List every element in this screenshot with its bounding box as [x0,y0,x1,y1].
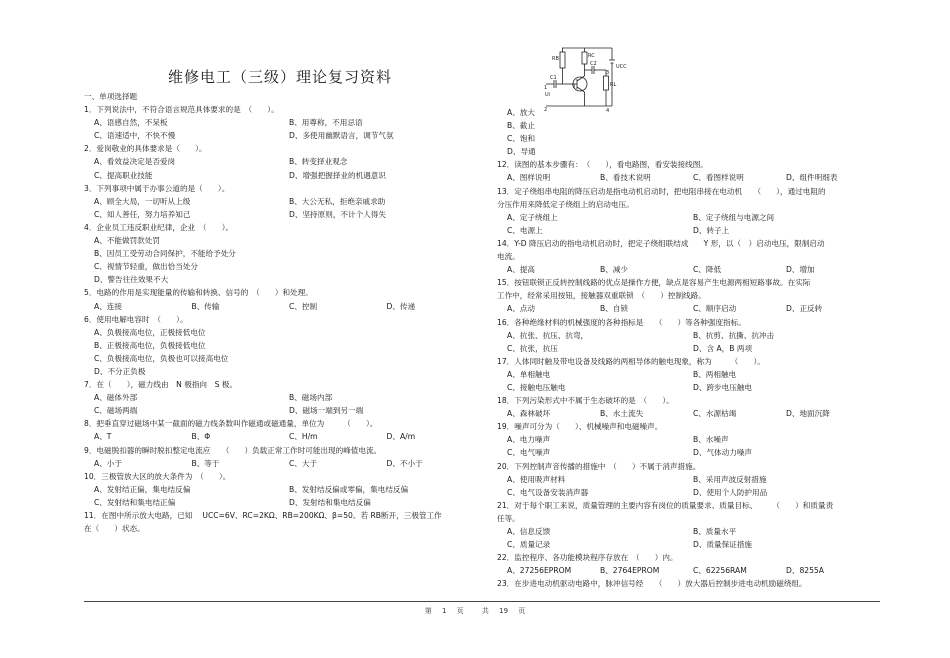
label-rc: RC [588,53,595,59]
answer-option: B、定子绕组与电源之间 [693,212,775,222]
amplifier-circuit-diagram [536,44,628,114]
answer-option: D、发射结和集电结反偏 [289,497,371,507]
answer-options-row [84,457,484,470]
label-c2: C2 [590,61,597,67]
answer-options-row [84,129,484,142]
question-text: 5．电路的作用是实现能量的传输和转换、信号的 （ ）和处理。 [84,288,313,298]
answer-option: B、转变择业观念 [289,157,348,167]
answer-option: D、使用个人防护用品 [693,487,768,497]
answer-option: D、质量保证措施 [693,540,753,550]
label-node-1: 1 [544,85,548,91]
answer-option: B、发射结反偏或零偏，集电结反偏 [289,484,409,494]
answer-option: C、抗张，抗压 [507,343,558,353]
label-ui: Ui [545,92,551,98]
answer-option: A、定子绕组上 [507,212,558,222]
resistor-rb [560,52,565,68]
answer-option: A、语感自然，不呆板 [94,118,168,128]
answer-options-row [497,525,879,538]
answer-option: D、警告往往效果不大 [94,275,169,285]
answer-option: C、H/m [289,432,318,442]
question-text: 4．企业员工违反职业纪律，企业 （ ）。 [84,222,234,232]
question-text: 16．各种绝缘材料的机械强度的各种指标是 （ ）等各种强度指标。 [497,317,746,327]
answer-option: C、电源上 [507,225,543,235]
answer-option: D、坚持原则，不计个人得失 [289,209,386,219]
question-text: 23．在步进电动机驱动电路中，脉冲信号经 （ ）放大器后控制步进电动机励磁绕组。 [497,579,807,589]
question-text: 1．下列说法中，不符合语言规范具体要求的是 （ ）。 [84,105,279,115]
answer-option: C、质量记录 [507,540,551,550]
answer-option: B、因员工受劳动合同保护，不能给予处分 [94,249,236,259]
answer-option: B、等于 [191,458,220,468]
answer-option: C、饱和 [507,134,536,144]
question-text: 电流。 [497,252,520,262]
answer-option: A、森林破坏 [507,409,551,419]
answer-option: D、A/m [386,432,416,442]
answer-option: A、电力噪声 [507,435,551,445]
answer-option: A、使用吸声材料 [507,474,566,484]
answer-option: C、视情节轻重，做出恰当处分 [94,262,199,272]
answer-option: B、减少 [600,265,628,275]
answer-option: A、点动 [507,304,535,314]
answer-options-row [84,483,484,496]
answer-option: A、不能做罚款处罚 [94,236,160,246]
answer-options-row [497,211,879,224]
label-node-4: 4 [606,108,610,114]
answer-option: B、采用声波反射措施 [693,474,767,484]
answer-options-row [84,404,484,417]
question-text: 10．三极管放大区的放大条件为 （ ）。 [84,471,231,481]
question-text: 11．在图中所示放大电路，已知 UCC=6V、RC=2KΩ、RB=200KΩ、β=50。若 RB断开，三极管工作 [84,511,442,520]
answer-option: D、正反转 [786,304,823,314]
answer-options-row [84,208,484,221]
answer-option: B、两相触电 [693,369,737,379]
left-column [84,90,484,535]
answer-options-row [84,155,484,168]
question-text: 18．下列污染形式中不属于生态破坏的是 （ ）。 [497,396,674,406]
answer-option: D、传递 [386,301,416,311]
answer-option: B、Φ [191,432,211,442]
answer-options-row [497,473,879,486]
answer-options-row [497,407,879,420]
answer-options-row [84,300,484,313]
answer-option: A、发射结正偏，集电结反偏 [94,484,191,494]
answer-options-row [84,116,484,129]
answer-option: B、抗剪、抗撕、抗冲击 [693,330,775,340]
answer-option: B、截止 [507,121,535,131]
answer-option: C、降低 [693,265,722,275]
answer-option: B、自锁 [600,304,628,314]
answer-options-row [497,263,879,276]
answer-options-row [497,446,879,459]
label-node-3: 3 [606,70,610,76]
question-text: 15．按钮联锁正反转控制线路的优点是操作方便，缺点是容易产生电源两相短路事故。在实际 [497,278,811,288]
label-v: V [572,84,576,90]
question-text: 7．在（ ），磁力线由 N 极指向 S 极。 [84,380,238,390]
answer-option: A、图样说明 [507,173,551,183]
answer-options-row [497,538,879,551]
answer-option: C、接触电压触电 [507,382,566,392]
answer-option: D、含 A，B 两项 [693,343,753,353]
answer-option: A、抗张、抗压、抗弯， [507,330,589,340]
question-text: 在（ ）状态。 [84,524,145,534]
total-pages: 共 19 页 [481,607,526,615]
question-text: 2．爱岗敬业的具体要求是（ ）。 [84,144,207,154]
page-footer [0,606,950,616]
answer-option: D、增强把握择业的机遇意识 [289,170,386,180]
label-c1: C1 [550,75,557,81]
question-text: 19．噪声可分为（ ）、机械噪声和电磁噪声。 [497,422,663,432]
answer-option: D、地面沉降 [786,409,830,419]
answer-option: B、大公无私，拒绝亲戚求助 [289,196,386,206]
answer-option: B、传输 [191,301,220,311]
question-text: 17．人体同时触及带电设备及线路的两相导体的触电现象，称为 （ ）。 [497,356,765,366]
answer-option: B、水土流失 [600,409,644,419]
question-text: 3．下列事项中属于办事公道的是（ ）。 [84,183,230,193]
answer-option: C、负极接高电位，负极也可以接高电位 [94,353,229,363]
answer-option: C、磁场两端 [94,406,138,416]
answer-options-row [84,195,484,208]
label-rl: RL [610,82,617,88]
answer-option: C、电气噪声 [507,448,551,458]
question-text: 22．监控程序、各功能模块程序存放在 （ ）内。 [497,553,678,563]
answer-option: C、语速适中，不快不慢 [94,131,176,141]
answer-option: C、水源枯竭 [693,409,737,419]
question-text: 分压作用来降低定子绕组上的启动电压。 [497,199,634,209]
answer-option: A、27256EPROM [507,566,572,576]
answer-option: D、增加 [786,265,815,275]
question-text: 12．读图的基本步骤有： （ ），看电路图，看安装接线图。 [497,160,708,170]
answer-option: A、顾全大局，一切听从上级 [94,196,191,206]
answer-option: D、8255A [786,566,824,576]
answer-option: D、转子上 [693,225,730,235]
answer-option: A、负极接高电位，正极接低电位 [94,327,206,337]
question-text: 9．电磁脱扣器的瞬时脱扣整定电流应 （ ）负载正常工作时可能出现的峰值电流。 [84,445,382,455]
answer-option: D、导通 [507,147,536,157]
answer-option: D、气体动力噪声 [693,448,753,458]
answer-option: C、62256RAM [693,566,747,576]
answer-options-row [497,486,879,499]
footer-divider [84,601,880,602]
answer-option: C、大于 [289,458,318,468]
resistor-rc [582,52,587,64]
answer-option: A、单相触电 [507,369,551,379]
answer-options-row [497,302,879,315]
label-node-2: 2 [544,107,548,113]
answer-option: B、2764EPROM [600,566,660,576]
page-label: 第 1 页 [424,607,464,615]
answer-options-row [497,381,879,394]
answer-option: B、水噪声 [693,435,729,445]
answer-option: B、正极接高电位，负极接低电位 [94,340,206,350]
label-rb: RB [552,56,559,62]
answer-option: A、磁体外部 [94,393,138,403]
answer-option: D、不分正负极 [94,366,146,376]
answer-option: D、不小于 [386,458,423,468]
question-text: 20．下列控制声音传播的措施中 （ ）不属于消声措施。 [497,461,701,471]
question-text: 8．把垂直穿过磁场中某一截面的磁力线条数叫作磁通或磁通量，单位为 （ ）。 [84,419,378,429]
document-title: 维修电工（三级）理论复习资料 [168,68,393,86]
answer-option: D、跨步电压触电 [693,382,753,392]
answer-options-row [497,329,879,342]
answer-option: B、质量水平 [693,527,737,536]
answer-option: C、顺序启动 [693,304,737,314]
answer-options-row [84,496,484,509]
answer-options-row [497,171,879,184]
section-heading: 一、单项选择题 [84,92,138,101]
answer-option: C、电气设备安装消声器 [507,487,589,497]
answer-option: C、提高职业技能 [94,170,153,180]
answer-option: C、控制 [289,301,318,311]
answer-option: D、多使用幽默语言，调节气氛 [289,131,394,141]
answer-option: D、组件明细表 [786,173,838,183]
answer-options-row [84,391,484,404]
answer-option: A、T [94,432,112,442]
answer-options-row [497,342,879,355]
answer-option: A、信息反馈 [507,527,551,536]
answer-option: B、用尊称，不用忌语 [289,118,363,128]
answer-options-row [497,564,879,577]
answer-option: B、磁场内部 [289,393,333,403]
question-text: 14．Y-D 降压启动的指电动机启动时，把定子绕组联结成 Y 形，以（ ）启动电压，限制启动 [497,238,825,248]
answer-options-row [84,430,484,443]
label-ucc: UCC [616,64,627,70]
question-text: 6．使用电解电容时 （ ）。 [84,314,188,324]
answer-option: C、发射结和集电结正偏 [94,497,176,507]
answer-options-row [497,433,879,446]
right-column [497,106,879,590]
answer-option: C、看图样说明 [693,173,744,183]
answer-option: D、磁场一端到另一端 [289,406,364,416]
answer-option: A、连接 [94,301,122,311]
answer-option: A、提高 [507,265,535,275]
question-text: 任等。 [497,513,520,523]
resistor-rl [604,76,609,90]
answer-options-row [497,368,879,381]
answer-option: A、小于 [94,458,122,468]
answer-options-row [84,169,484,182]
answer-options-row [497,224,879,237]
question-text: 21．对于每个职工来说，质量管理的主要内容有岗位的质量要求、质量目标、 （ ）和质量责 [497,500,834,510]
answer-option: C、知人善任，努力培养知己 [94,209,191,219]
question-text: 13．定子绕组串电阻的降压启动是指电动机启动时，把电阻串接在电动机 （ ），通过电阻的 [497,186,826,196]
answer-option: B、看技术说明 [600,173,651,183]
question-text: 工作中，经常采用按钮，接触器双重联锁 （ ）控制线路。 [497,291,706,301]
answer-option: A、看效益决定是否爱岗 [94,157,176,167]
answer-option: A、放大 [507,108,535,117]
